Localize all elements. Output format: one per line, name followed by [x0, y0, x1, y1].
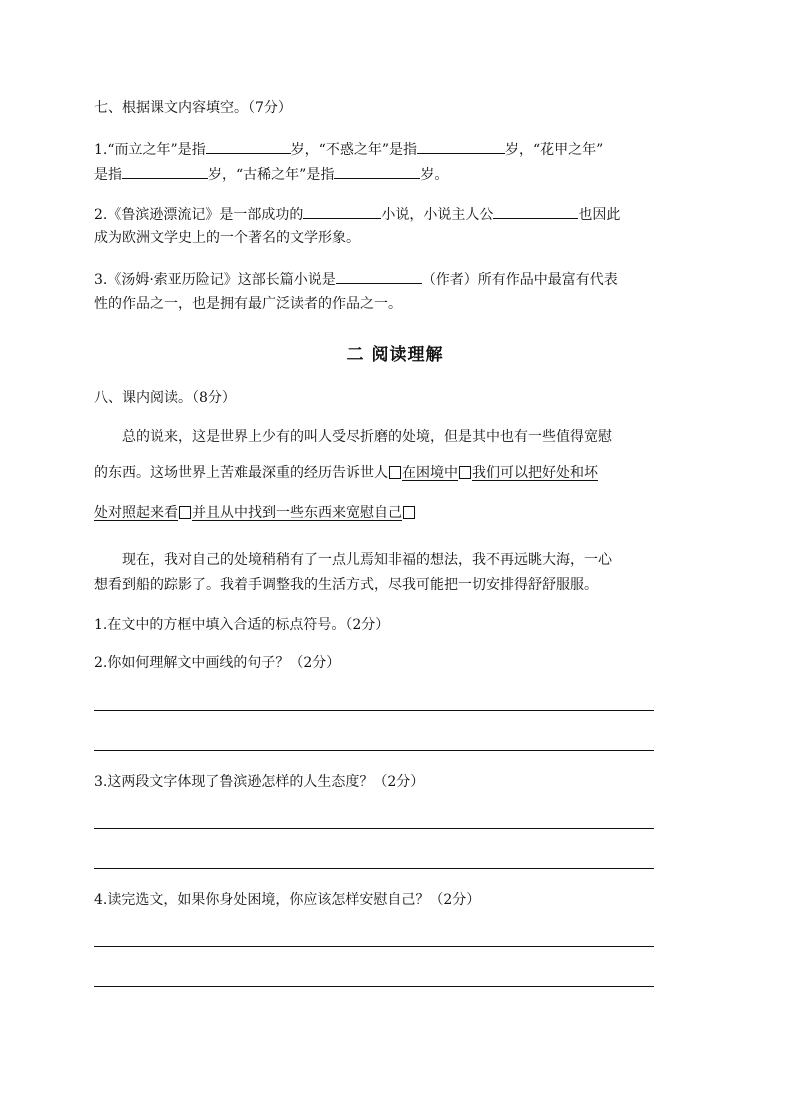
- passage-line2: [94, 463, 598, 483]
- section8-q1: 1.在文中的方框中填入合适的标点符号。（2分）: [94, 617, 390, 633]
- q1-text-5: 岁，“古稀之年”是指: [208, 167, 335, 183]
- blank-author[interactable]: [336, 268, 422, 284]
- q1-text-2: 岁，“不惑之年”是指: [290, 142, 417, 158]
- passage-line1: 总的说来，这是世界上少有的叫人受尽折磨的处境，但是其中也有一些值得宽慰: [122, 429, 612, 445]
- section7-title: 七、根据课文内容填空。（7分）: [94, 100, 292, 116]
- blank-guxi[interactable]: [334, 163, 420, 179]
- blank-novel-type[interactable]: [303, 203, 381, 219]
- section7-q3-line2: 性的作品之一，也是拥有最广泛读者的作品之一。: [94, 296, 402, 312]
- answer-line-q2-2[interactable]: [94, 750, 654, 751]
- passage-line3: [94, 503, 416, 523]
- q2-text-2: 小说，小说主人公: [381, 207, 494, 223]
- part2-heading: 二 阅读理解: [346, 345, 444, 365]
- underlined-text-4: 并且从中找到一些东西来宽慰自己: [192, 505, 402, 521]
- passage-line2-text: 的东西。这场世界上苦难最深重的经历告诉世人: [94, 465, 388, 481]
- punct-box-2[interactable]: [459, 466, 471, 479]
- q1-text-4: 是指: [94, 167, 122, 183]
- q1-text-1: 1.“而立之年”是指: [94, 142, 206, 158]
- answer-line-q4-1[interactable]: [94, 946, 654, 947]
- q1-text-6: 岁。: [420, 167, 449, 183]
- passage-line4: 现在，我对自己的处境稍稍有了一点儿焉知非福的想法，我不再远眺大海，一心: [122, 552, 612, 568]
- blank-erli[interactable]: [206, 138, 291, 154]
- passage-line5: 想看到船的踪影了。我着手调整我的生活方式，尽我可能把一切安排得舒舒服服。: [94, 577, 598, 593]
- punct-box-3[interactable]: [179, 506, 191, 519]
- section8-title: 八、课内阅读。（8分）: [94, 390, 236, 406]
- answer-line-q2-1[interactable]: [94, 710, 654, 711]
- punct-box-4[interactable]: [403, 506, 415, 519]
- section8-q2: 2.你如何理解文中画线的句子？（2分）: [94, 655, 341, 671]
- section7-q1-line1: [94, 138, 603, 160]
- answer-line-q4-2[interactable]: [94, 986, 654, 987]
- section7-q1-line2: [94, 163, 448, 185]
- blank-huajia[interactable]: [122, 163, 208, 179]
- answer-line-q3-2[interactable]: [94, 868, 654, 869]
- blank-protagonist[interactable]: [493, 203, 578, 219]
- q2-text-1: 2.《鲁滨逊漂流记》是一部成功的: [94, 207, 304, 223]
- underlined-text-2: 我们可以把好处和坏: [472, 465, 598, 481]
- q1-text-3: 岁，“花甲之年”: [505, 142, 604, 158]
- section7-q2-line1: [94, 203, 620, 225]
- q3-text-2: （作者）所有作品中最富有代表: [421, 272, 618, 288]
- q3-text-1: 3.《汤姆·索亚历险记》这部长篇小说是: [94, 272, 336, 288]
- section8-q3: 3.这两段文字体现了鲁滨逊怎样的人生态度？（2分）: [94, 774, 425, 790]
- underlined-text-1: 在困境中: [402, 465, 458, 481]
- q2-text-3: 也因此: [578, 207, 621, 223]
- answer-line-q3-1[interactable]: [94, 828, 654, 829]
- section8-q4: 4.读完选文，如果你身处困境，你应该怎样安慰自己？（2分）: [94, 892, 481, 908]
- section7-q2-line2: 成为欧洲文学史上的一个著名的文学形象。: [94, 230, 360, 246]
- section7-q3-line1: [94, 268, 618, 290]
- blank-buhuo[interactable]: [417, 138, 505, 154]
- punct-box-1[interactable]: [389, 466, 401, 479]
- underlined-text-3: 处对照起来看: [94, 505, 178, 521]
